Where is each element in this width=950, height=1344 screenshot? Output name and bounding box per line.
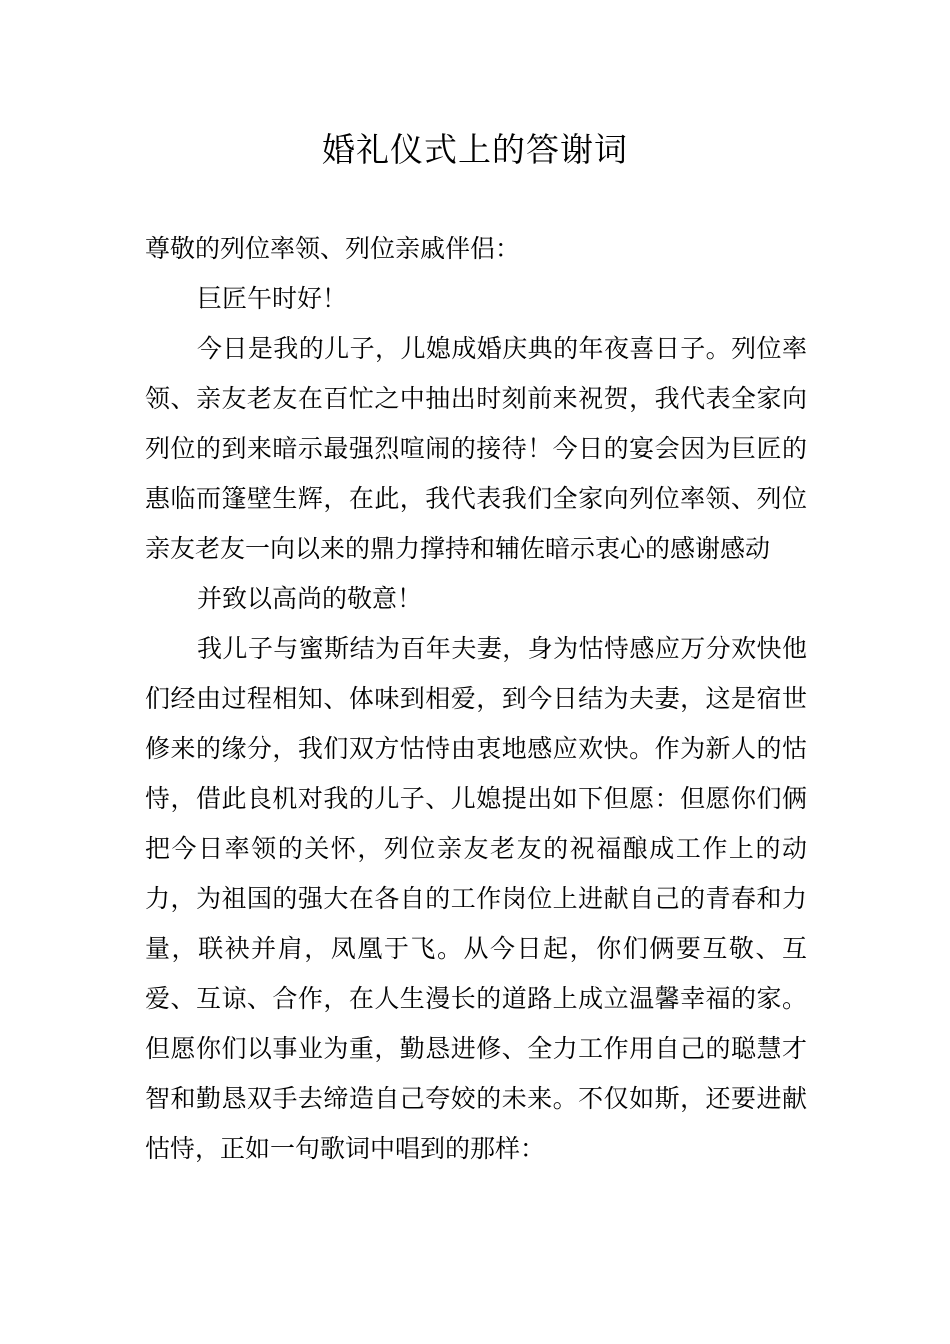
salutation-paragraph: 尊敬的列位率领、列位亲戚伴侣：	[145, 234, 521, 263]
welcome-paragraph: 今日是我的儿子，儿媳成婚庆典的年夜喜日子。列位率领、亲友老友在百忙之中抽出时刻前来祝贺，我代表全家向列位的到来暗示最强烈喧闹的接待！今日的宴会因为巨匠的惠临而篷壁生辉，在此，我代表我们全家向列位率领、列位亲友老友一向以来的鼎力撑持和辅佐暗示衷心的感谢感动	[145, 334, 807, 563]
document-body	[145, 224, 807, 1174]
wishes-paragraph: 我儿子与蜜斯结为百年夫妻，身为怙恃感应万分欢快他们经由过程相知、体味到相爱，到今日结为夫妻，这是宿世修来的缘分，我们双方怙恃由衷地感应欢快。作为新人的怙恃，借此良机对我的儿子、儿媳提出如下但愿：但愿你们俩把今日率领的关怀，列位亲友老友的祝福酿成工作上的动力，为祖国的强大在各自的工作岗位上进献自己的青春和力量，联袂并肩，凤凰于飞。从今日起，你们俩要互敬、互爱、互谅、合作，在人生漫长的道路上成立温馨幸福的家。但愿你们以事业为重，勤恳进修、全力工作用自己的聪慧才智和勤恳双手去缔造自己夸姣的未来。不仅如斯，还要进献怙恃，正如一句歌词中唱到的那样：	[145, 634, 807, 1163]
respect-paragraph: 并致以高尚的敬意！	[197, 584, 423, 613]
document-title: 婚礼仪式上的答谢词	[322, 130, 628, 169]
greeting-paragraph: 巨匠午时好！	[197, 284, 348, 313]
